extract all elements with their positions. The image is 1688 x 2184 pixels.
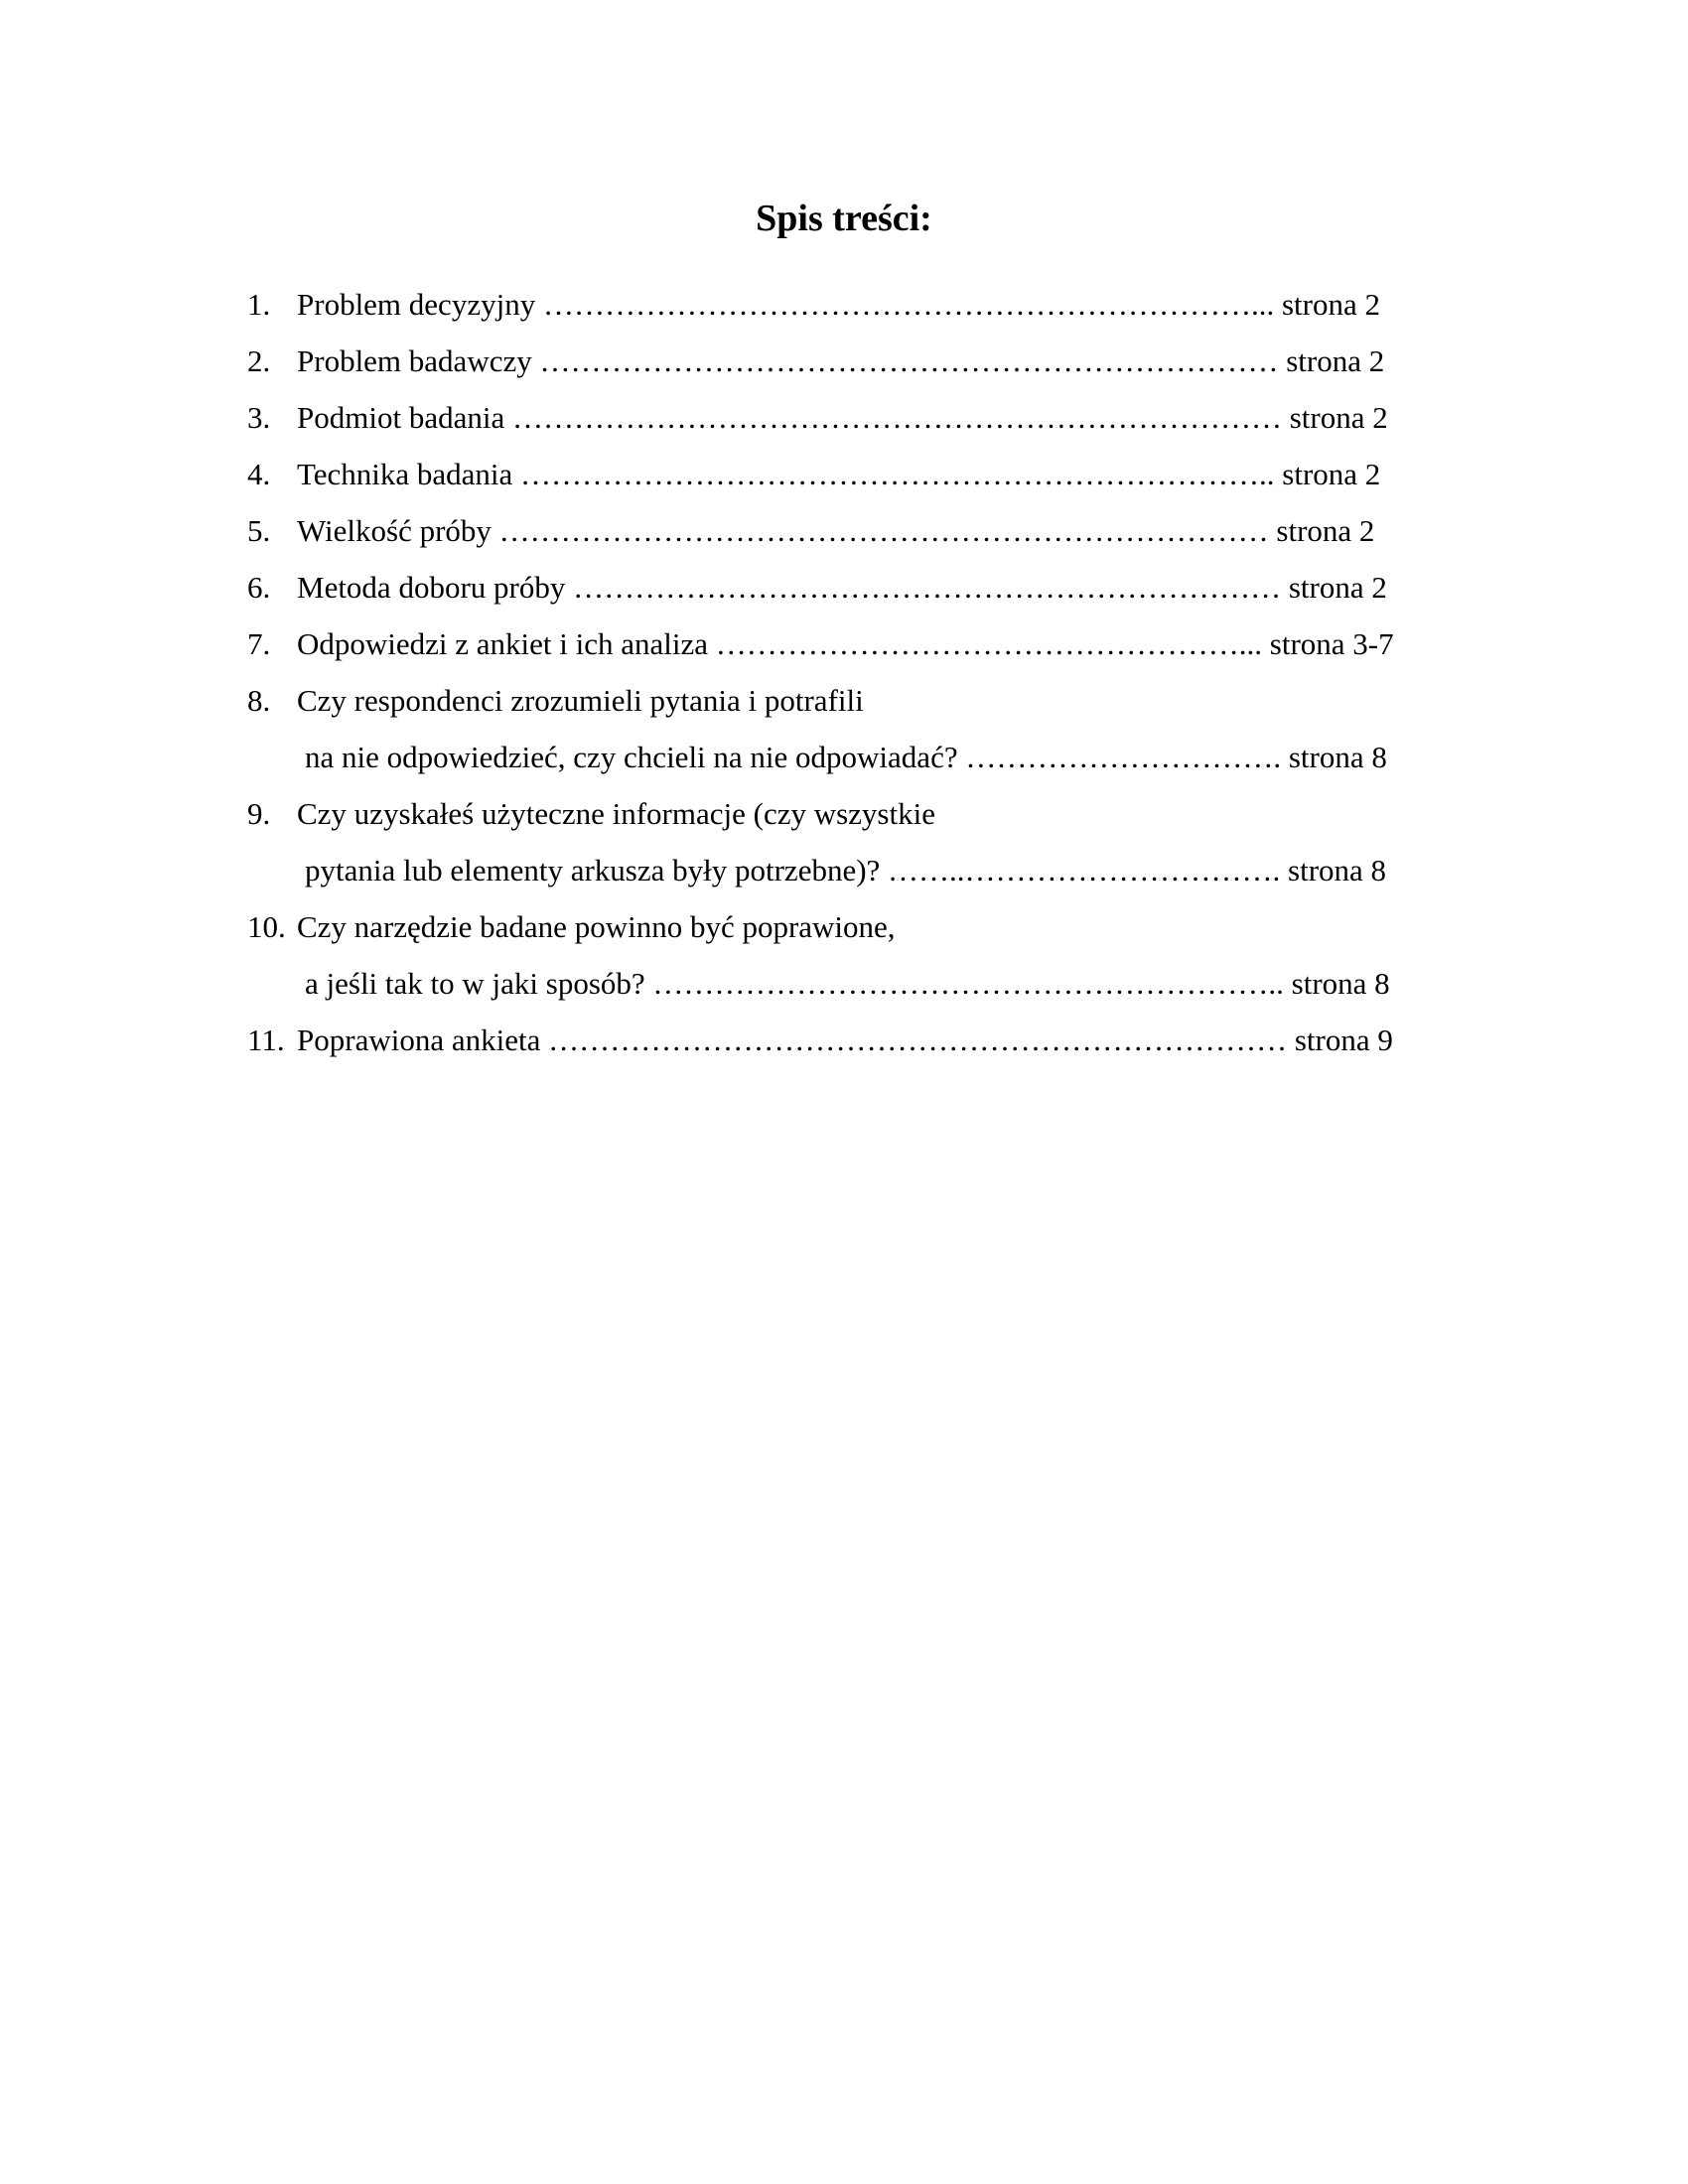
toc-entry-text: Wielkość próby ………………………………………………………………… strona 2	[297, 513, 1375, 548]
toc-entry-9	[247, 793, 1478, 906]
toc-entry-number: 8.	[247, 683, 271, 718]
toc-entry-8	[247, 680, 1478, 793]
toc-entry-text: Problem decyzyjny ……………………………………………………………... strona 2	[297, 287, 1380, 322]
toc-entry-6	[247, 567, 1478, 623]
toc-entry-number: 4.	[247, 457, 271, 491]
toc-entry-continuation: na nie odpowiedzieć, czy chcieli na nie odpowiadać? …………………………. strona 8	[305, 740, 1387, 774]
toc-entry-text: Metoda doboru próby …………………………………………………………… strona 2	[297, 570, 1387, 605]
toc-entry-number: 2.	[247, 343, 271, 378]
toc-entry-number: 9.	[247, 796, 271, 831]
toc-entry-text: Czy uzyskałeś użyteczne informacje (czy wszystkie	[297, 796, 935, 831]
toc-entry-number: 7.	[247, 626, 271, 661]
page-title: Spis treści:	[756, 198, 932, 239]
toc-entry-number: 6.	[247, 570, 271, 605]
toc-entry-5	[247, 510, 1478, 567]
toc-entry-11	[247, 1020, 1478, 1076]
toc-entry-4	[247, 454, 1478, 510]
toc-entry-text: Technika badania ……………………………………………………………….. strona 2	[297, 457, 1381, 491]
toc-entry-text: Poprawiona ankieta ……………………………………………………………… strona 9	[297, 1023, 1393, 1057]
toc-entry-continuation: a jeśli tak to w jaki sposób? …………………………………………………….. strona 8	[305, 966, 1390, 1001]
toc-entry-number: 3.	[247, 400, 271, 435]
table-of-contents	[247, 284, 1478, 1076]
toc-entry-10	[247, 906, 1478, 1020]
toc-entry-continuation: pytania lub elementy arkusza były potrzebne)? ……..…………………………. strona 8	[305, 853, 1387, 887]
toc-entry-text: Podmiot badania ………………………………………………………………… strona 2	[297, 400, 1388, 435]
toc-entry-number: 1.	[247, 287, 271, 322]
toc-entry-number: 10.	[247, 909, 286, 944]
toc-entry-text: Czy respondenci zrozumieli pytania i potrafili	[297, 683, 864, 718]
toc-entry-text: Odpowiedzi z ankiet i ich analiza ……………………………………………... strona 3-7	[297, 626, 1394, 661]
toc-entry-2	[247, 341, 1478, 397]
toc-entry-7	[247, 623, 1478, 680]
toc-entry-text: Czy narzędzie badane powinno być poprawione,	[297, 909, 896, 944]
toc-entry-3	[247, 397, 1478, 454]
toc-entry-text: Problem badawczy ……………………………………………………………… strona 2	[297, 343, 1385, 378]
toc-entry-number: 11.	[247, 1023, 285, 1057]
toc-entry-1	[247, 284, 1478, 341]
toc-entry-number: 5.	[247, 513, 271, 548]
